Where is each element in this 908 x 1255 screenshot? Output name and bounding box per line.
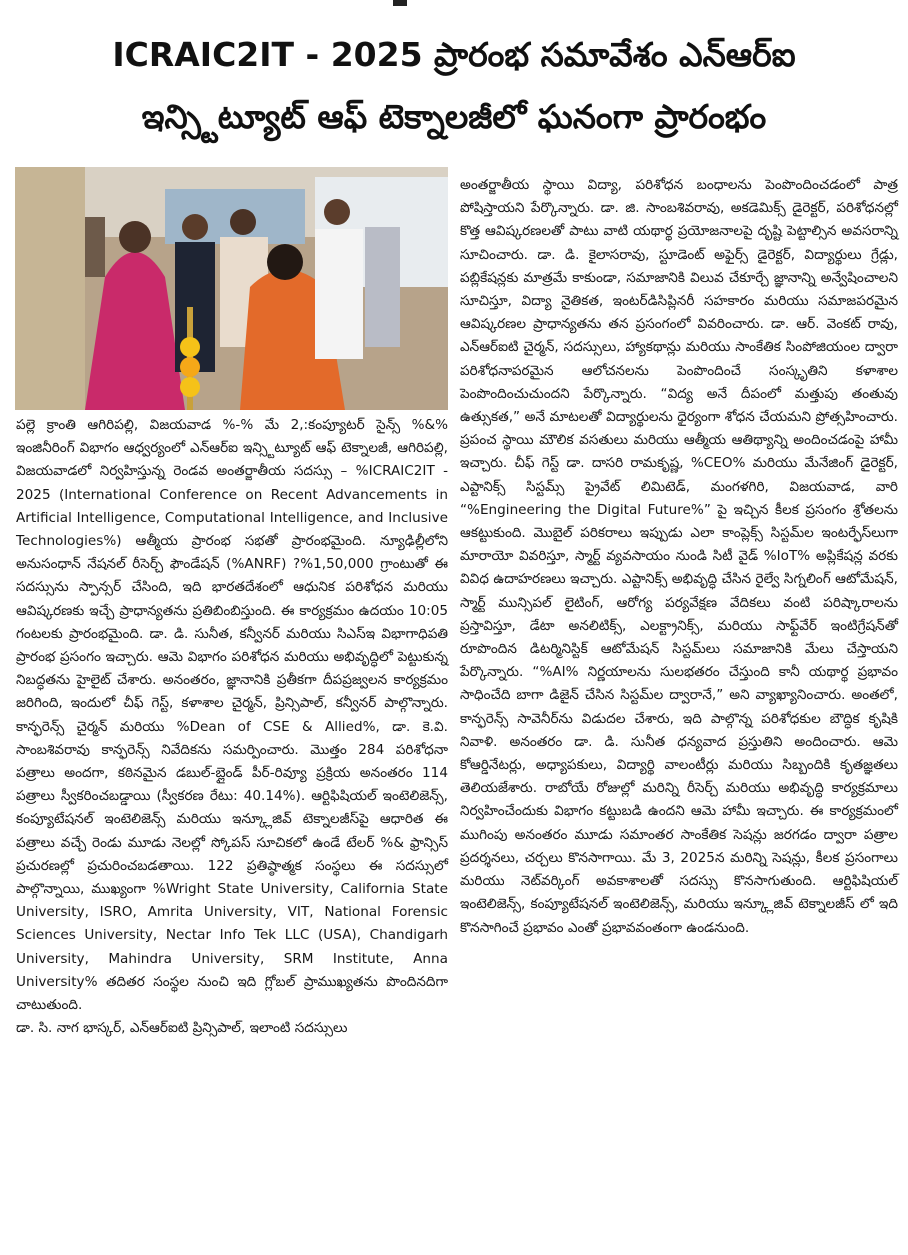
- top-edge-mark: [393, 0, 407, 6]
- headline: [0, 24, 908, 148]
- article-paragraph: పల్లె క్రాంతి ఆగిరిపల్లి, విజయవాడ %-% మే 2,:కంప్యూటర్ సైన్స్ %&% ఇంజినీరింగ్ విభాగం ఆధ్వర్యంలో ఎన్ఆర్ఐ ఇన్స్టిట్యూట్ ఆఫ్ టెక్నాలజీ, ఆగిరిపల్లి, విజయవాడలో నిర్వహిస్తున్న రెండవ అంతర్జాతీయ సదస్సు – %ICRAIC2IT - 2025 (International Conference on Recent Advancements in Artificial Intelligence, Computational Intelligence, and Inclusive Technologies%) ఆత్మీయ ప్రారంభ సభతో ప్రారంభమైంది. న్యూఢిల్లీలోని అనుసంధాన్ నేషనల్ రీసెర్చ్ ఫౌండేషన్ (%ANRF) ?%1,50,000 గ్రాంటుతో ఈ సదస్సును స్పాన్సర్ చేసింది, ఇది భారతదేశంలో ఆధునిక పరిశోధన మరియు ఆవిష్కరణకు ఇచ్చే ప్రాధాన్యతను ప్రతిబింబిస్తుంది. ఈ కార్యక్రమం ఉదయం 10:05 గంటలకు ప్రారంభమైంది. డా. డి. సునీత, కన్వీనర్ మరియు సిఎస్ఇ విభాగాధిపతి ప్రారంభ ప్రసంగం ఇచ్చారు. ఆమె విభాగం పరిశోధన మరియు అభివృద్ధిలో పెట్టుకున్న నిబద్ధతను హైలైట్ చేశారు. అనంతరం, జ్ఞానానికి ప్రతీకగా దీపప్రజ్వలన కార్యక్రమం జరిగింది, ఇందులో చీఫ్ గెస్ట్, కళాశాల చైర్మన్, ప్రిన్సిపాల్, కన్వీనర్ పాల్గొన్నారు. కాన్ఫరెన్స్ చైర్మన్ మరియు %Dean of CSE & Allied%, డా. కె.వి. సాంబశివరావు కాన్ఫరెన్స్ నివేదికను సమర్పించారు. మొత్తం 284 పరిశోధనా పత్రాలు అందగా, కఠినమైన డబుల్-బ్లైండ్ పీర్-రివ్యూ ప్రక్రియ అనంతరం 114 పత్రాలు స్వీకరించబడ్డాయి (స్వీకరణ రేటు: 40.14%). ఆర్టిఫిషియల్ ఇంటెలిజెన్స్, కంప్యూటేషనల్ ఇంటెలిజెన్స్ మరియు ఇన్క్లూజివ్ టెక్నాలజీస్‌పై ఆధారిత ఈ పత్రాలు వచ్చే రెండు మూడు నెలల్లో స్కోపస్ సూచికలో ఉండే టేలర్ %& ఫ్రాన్సిస్ ప్రచురణల్లో ప్రచురించబడతాయి. 122 ప్రతిష్ఠాత్మక సంస్థలు ఈ సదస్సులో పాల్గొన్నాయి, ముఖ్యంగా %Wright State University, California State University, ISRO, Amrita University, VIT, National Forensic Sciences University, Nectar Info Tek LLC (USA), Chandigarh University, Mahindra University, SRM Institute, Anna University% తదితర సంస్థల నుంచి ఇది గ్లోబల్ ప్రాముఖ్యతను పొందినదిగా చాటుతుంది.: [16, 417, 448, 1014]
- left-column: [16, 414, 448, 1040]
- event-photo: [15, 167, 448, 410]
- article-paragraph: అంతర్జాతీయ స్థాయి విద్యా, పరిశోధన బంధాలను పెంపొందించడంలో పాత్ర పోషిస్తాయని పేర్కొన్నారు. డా. జి. సాంబశివరావు, అకడెమిక్స్ డైరెక్టర్, పరిశోధనల్లో కొత్త ఆవిష్కరణలతో పాటు వాటి యథార్థ ప్రయోజనాలపై దృష్టి పెట్టాల్సిన అవసరాన్ని సూచించారు. డా. డి. కైలాసరావు, స్టూడెంట్ అఫైర్స్ డైరెక్టర్, విద్యార్థులు గ్రేడ్లు, పబ్లికేషన్లకు మాత్రమే కాకుండా, సమాజానికి విలువ చేకూర్చే జ్ఞానాన్ని అన్వేషించాలని సూచిస్తూ, విద్యా నైతికత, ఇంటర్‌డిసిప్లినరీ సహకారం మరియు సమాజపరమైన ఆవిష్కరణల ప్రాధాన్యతను తన ప్రసంగంలో వివరించారు. డా. ఆర్. వెంకట్ రావు, ఎన్ఆర్ఐటి చైర్మన్, సదస్సులు, హ్యాకథాన్లు మరియు సాంకేతిక సింపోజియంల ద్వారా పరిశోధనాపరమైన ఆలోచనలను పెంపొందించే సంస్కృతిని కళాశాల పెంపొందించుచుందని పేర్కొన్నారు. “విద్య అనే దీపంలో మత్తుపు తంతువు ఉత్సుకత,” అనే మాటలతో విద్యార్థులను ధైర్యంగా శోధన చేయమని ప్రోత్సహించారు. ప్రపంచ స్థాయి మౌలిక వసతులు మరియు ఆత్మీయ ఆతిథ్యాన్ని అందించడంపై హామీ ఇచ్చారు. చీఫ్ గెస్ట్ డా. దాసరి రామకృష్ణ, %CEO% మరియు మేనేజింగ్ డైరెక్టర్, ఎప్టానిక్స్ సిస్టమ్స్ ప్రైవేట్ లిమిటెడ్, మంగళగిరి, విజయవాడ, వారి “%Engineering the Digital Future%” పై ఇచ్చిన కీలక ప్రసంగం శ్రోతలను ఆకట్టుకుంది. మొబైల్ పరికరాలు ఇప్పుడు ఎలా కాంప్లెక్స్ సిస్టమ్‌ల ఇంటర్ఫేస్‌లుగా మారాయో వివరిస్తూ, స్మార్ట్ వ్యవసాయం నుండి సిటీ వైడ్ %IoT% అప్లికేషన్ల వరకు వివిధ ఉదాహరణలు ఇచ్చారు. ఎప్టానిక్స్ అభివృద్ధి చేసిన రైల్వే సిగ్నలింగ్ ఆటోమేషన్, స్మార్ట్ మున్సిపల్ లైటింగ్, ఆరోగ్య పర్యవేక్షణ వేదికలు వంటి పరిష్కారాలను ప్రస్తావిస్తూ, డేటా అనలిటిక్స్, ఎలక్ట్రానిక్స్, మరియు సాఫ్ట్‌వేర్ ఇంటిగ్రేషన్‌తో రూపొందిన డిటర్మినిస్టిక్ ఆటోమేషన్ సిస్టమ్‌లు సమాజానికి మేలు చేస్తాయని పేర్కొన్నారు. “%AI% నిర్ణయాలను సులభతరం చేస్తుంది కానీ యథార్థ ప్రభావం సాధించేది బాగా డిజైన్ చేసిన సిస్టమ్‌ల ద్వారానే,” అని వ్యాఖ్యానించారు. అంతలో, కాన్ఫరెన్స్ సావెనీర్‌ను విడుదల చేశారు, ఇది పాల్గొన్న పరిశోధకుల బౌద్ధిక కృషికి నివాళి. అనంతరం డా. డి. సునీత ధన్యవాద ప్రస్తుతిని అందించారు. ఆమె కోఆర్డినేటర్లు, అధ్యాపకులు, విద్యార్థి వాలంటీర్లు మరియు సిబ్బందికి కృతజ్ఞతలు తెలియజేశారు. రాబోయే రోజుల్లో మరిన్ని రీసెర్చ్ మరియు అభివృద్ధి కార్యక్రమాలు నిర్వహించేందుకు విభాగం కట్టుబడి ఉందని ఆమె హామీ ఇచ్చారు. ఈ కార్యక్రమంలో ముగింపు అనంతరం మూడు సమాంతర సాంకేతిక సెషన్లు జరగడం ద్వారా పత్రాల ప్రదర్శనలు, చర్చలు కొనసాగాయి. మే 3, 2025న మరిన్ని సెషన్లు, కీలక ప్రసంగాలు మరియు నెట్‌వర్కింగ్ అవకాశాలతో సదస్సు కొనసాగుతుంది. ఆర్టిఫిషియల్ ఇంటెలిజెన్స్, కంప్యూటేషనల్ ఇంటెలిజెన్స్, మరియు ఇన్క్లూజివ్ టెక్నాలజీస్ లో ఇది కొనసాగించే ప్రభావం ఎంతో ప్రభావవంతంగా ఉండనుంది.: [460, 177, 898, 936]
- article-paragraph: డా. సి. నాగ భాస్కర్, ఎన్ఆర్ఐటి ప్రిన్సిపాల్, ఇలాంటి సదస్సులు: [16, 1020, 348, 1037]
- headline-line-1: ICRAIC2IT - 2025 ప్రారంభ సమావేశం ఎన్ఆర్ఐ: [112, 35, 796, 74]
- right-column: [460, 174, 898, 940]
- headline-line-2: ఇన్స్టిట్యూట్ ఆఫ్ టెక్నాలజీలో ఘనంగా ప్రారంభం: [141, 97, 767, 136]
